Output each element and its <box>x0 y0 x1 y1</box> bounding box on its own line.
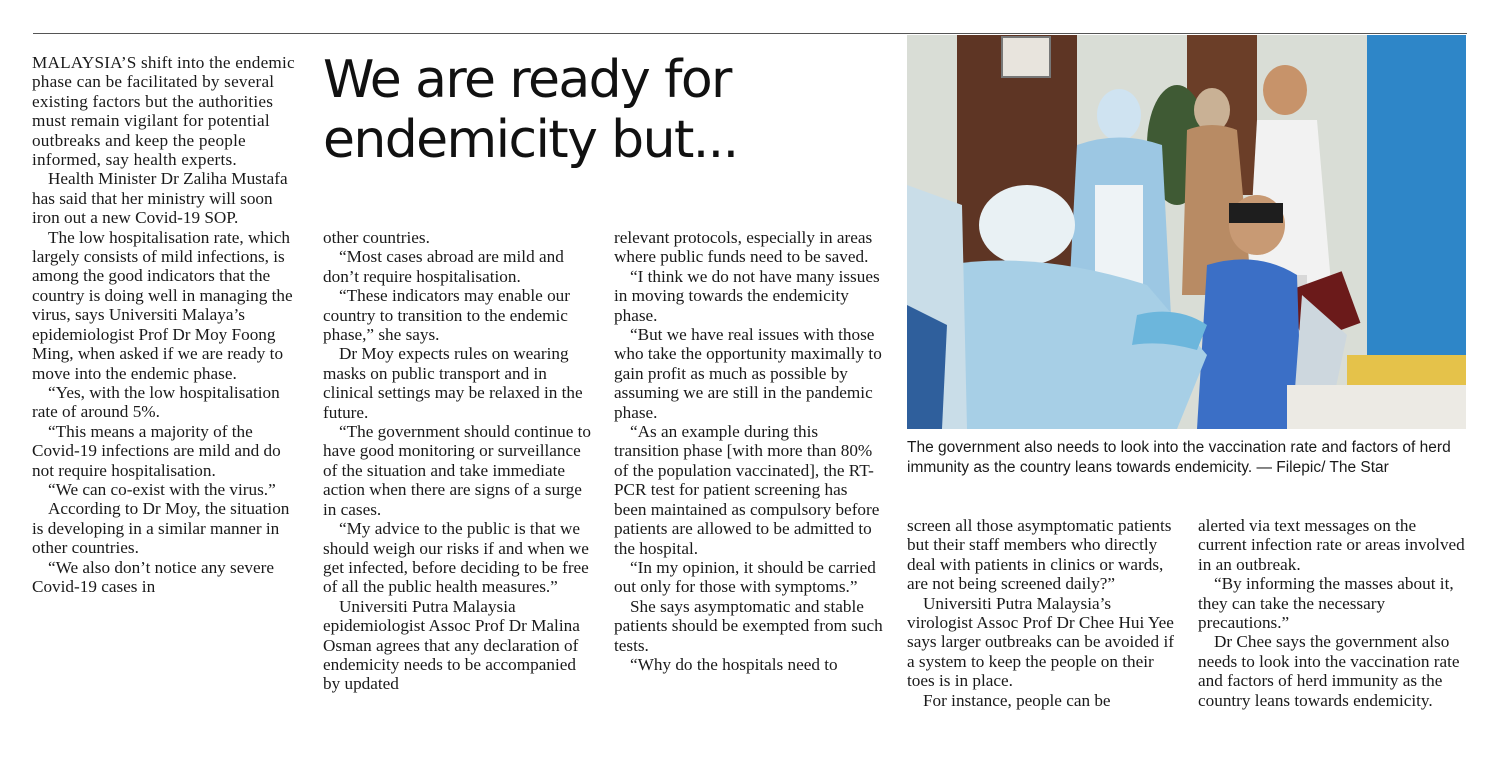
article-column-5 <box>1198 516 1466 710</box>
article-column-2 <box>323 228 593 694</box>
vaccination-scene-illustration <box>907 35 1466 429</box>
top-rule <box>33 33 1467 34</box>
body-paragraph: “This means a majority of the Covid-19 infections are mild and do not require hospitalisation. <box>32 421 281 480</box>
body-paragraph: “The government should continue to have good monitoring or surveillance of the situation and take immediate action when there are signs of a surge in cases. <box>323 422 592 519</box>
body-paragraph: Dr Moy expects rules on wearing masks on public transport and in clinical settings may be relaxed in the future. <box>323 344 583 422</box>
body-paragraph: “We can co-exist with the virus.” <box>48 479 276 499</box>
body-paragraph: “As an example during this transition phase [with more than 80% of the population vaccinated], the RT-PCR test for patient screening has been maintained as compulsory before patients are allowed to be admitted to the hospital. <box>614 422 880 558</box>
body-paragraph: screen all those asymptomatic patients but their staff members who directly deal with patients in clinics or wards, are not being screened daily?” <box>907 516 1172 594</box>
body-paragraph: Universiti Putra Malaysia epidemiologist Assoc Prof Dr Malina Osman agrees that any declaration of endemicity needs to be accompanied by updated <box>323 596 580 694</box>
body-paragraph: Dr Chee says the government also needs to look into the vaccination rate and factors of herd immunity as the country leans towards endemicity. <box>1198 632 1460 710</box>
body-paragraph: She says asymptomatic and stable patients should be exempted from such tests. <box>614 596 883 655</box>
body-paragraph: “We also don’t notice any severe Covid-19 cases in <box>32 557 274 596</box>
blue-curtain <box>1367 35 1466 365</box>
headline: We are ready for endemicity but... <box>323 50 738 170</box>
article-column-1 <box>32 53 297 596</box>
body-paragraph: Universiti Putra Malaysia’s virologist Assoc Prof Dr Chee Hui Yee says larger outbreaks can be avoided if a system to keep the people on their toes is in place. <box>907 593 1174 691</box>
photo-caption: The government also needs to look into the vaccination rate and factors of herd immunity as the country leans towards endemicity. — Filepic/ The Star <box>907 439 1451 476</box>
body-paragraph: “My advice to the public is that we should weigh our risks if and when we get infected, before deciding to be free of all the public health measures.” <box>323 519 589 597</box>
article-column-3 <box>614 228 884 674</box>
body-paragraph: alerted via text messages on the current infection rate or areas involved in an outbreak. <box>1198 516 1465 574</box>
body-paragraph: “Why do the hospitals need to <box>630 654 838 674</box>
body-paragraph: “Yes, with the low hospitalisation rate of around 5%. <box>32 382 280 422</box>
body-paragraph: “But we have real issues with those who take the opportunity maximally to gain profit as much as possible by assuming we are still in the pandemic phase. <box>614 325 882 422</box>
body-paragraph: According to Dr Moy, the situation is developing in a similar manner in other countries. <box>32 499 290 558</box>
body-paragraph: “I think we do not have many issues in moving towards the endemicity phase. <box>614 266 880 325</box>
lead-paragraph: MALAYSIA’S shift into the endemic phase can be facilitated by several existing factors but the authorities must remain vigilant for potential outbreaks and keep the people informed, say health experts. <box>32 53 295 170</box>
patient-blue-shirt <box>1197 259 1302 429</box>
article-column-4 <box>907 516 1177 710</box>
wall-notice <box>1002 37 1050 77</box>
body-paragraph: “By informing the masses about it, they can take the necessary precautions.” <box>1198 574 1454 633</box>
body-paragraph: “Most cases abroad are mild and don’t require hospitalisation. <box>323 247 564 286</box>
body-paragraph: “These indicators may enable our country to transition to the endemic phase,” she says. <box>323 286 570 345</box>
body-paragraph: “In my opinion, it should be carried out only for those with symptoms.” <box>614 557 876 597</box>
news-photo <box>907 35 1466 429</box>
body-paragraph: other countries. <box>323 228 430 247</box>
body-paragraph: Health Minister Dr Zaliha Mustafa has said that her ministry will soon iron out a new Covid-19 SOP. <box>32 169 288 228</box>
body-paragraph: For instance, people can be <box>923 690 1111 710</box>
body-paragraph: The low hospitalisation rate, which largely consists of mild infections, is among the good indicators that the country is doing well in managing the virus, says Universiti Malaya’s epidemiologist Prof Dr Moy Foong Ming, when asked if we are ready to move into the endemic phase. <box>32 227 293 383</box>
body-paragraph: relevant protocols, especially in areas where public funds need to be saved. <box>614 228 873 267</box>
